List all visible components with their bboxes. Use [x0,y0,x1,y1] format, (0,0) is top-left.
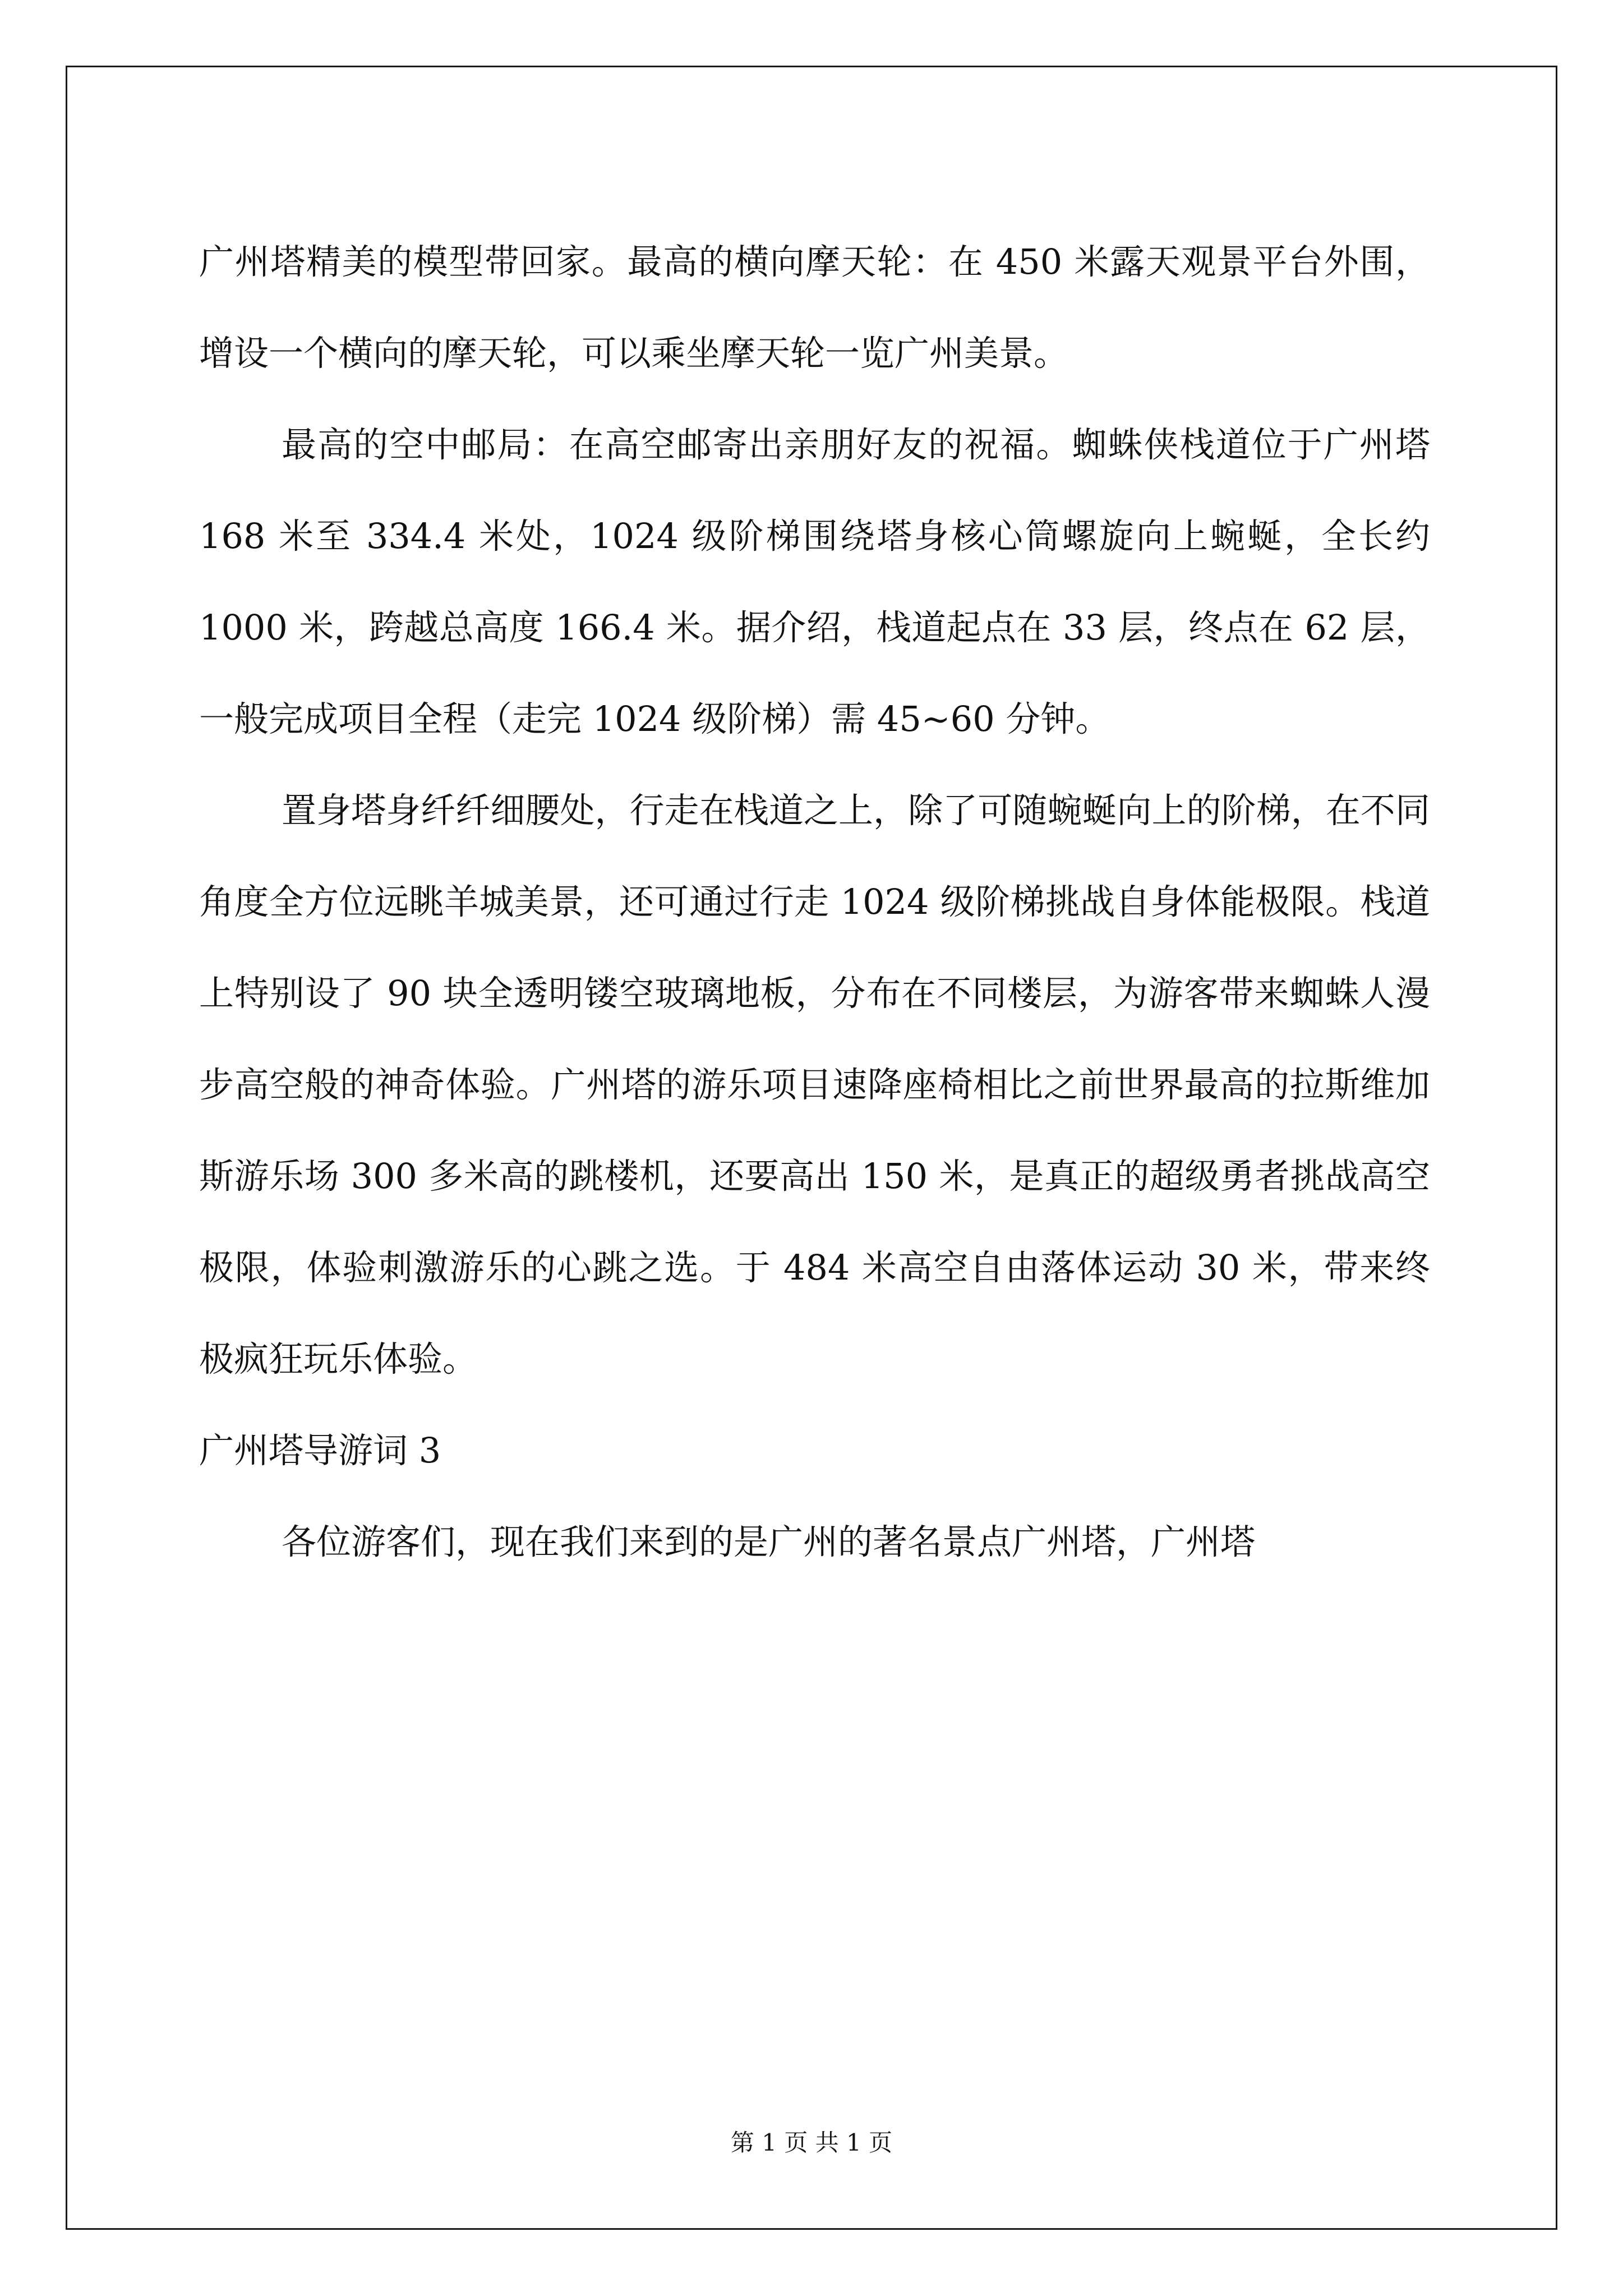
paragraph-3: 置身塔身纤纤细腰处，行走在栈道之上，除了可随蜿蜒向上的阶梯，在不同角度全方位远眺羊城美景，还可通过行走 1024 级阶梯挑战自身体能极限。栈道上特别设了 90 块全透明镂空玻璃地板，分布在不同楼层，为游客带来蜘蛛人漫步高空般的神奇体验。广州塔的游乐项目速降座椅相比之前世界最高的拉斯维加斯游乐场 300 多米高的跳楼机，还要高出 150 米，是真正的超级勇者挑战高空极限，体验刺激游乐的心跳之选。于 484 米高空自由落体运动 30 米，带来终极疯狂玩乐体验。 [199,790,1430,1379]
section-heading: 广州塔导游词 3 [199,1430,441,1471]
document-body [199,216,1430,1588]
page-footer: 第 1 页 共 1 页 [730,2129,893,2156]
paragraph-2: 最高的空中邮局：在高空邮寄出亲朋好友的祝福。蜘蛛侠栈道位于广州塔 168 米至 334.4 米处，1024 级阶梯围绕塔身核心筒螺旋向上蜿蜒，全长约 1000 米，跨越总高度 166.4 米。据介绍，栈道起点在 33 层，终点在 62 层，一般完成项目全程（走完 1024 级阶梯）需 45~60 分钟。 [199,424,1430,739]
paragraph-1: 广州塔精美的模型带回家。最高的横向摩天轮：在 450 米露天观景平台外围，增设一个横向的摩天轮，可以乘坐摩天轮一览广州美景。 [199,241,1430,374]
paragraph-4: 各位游客们，现在我们来到的是广州的著名景点广州塔，广州塔 [282,1521,1256,1562]
